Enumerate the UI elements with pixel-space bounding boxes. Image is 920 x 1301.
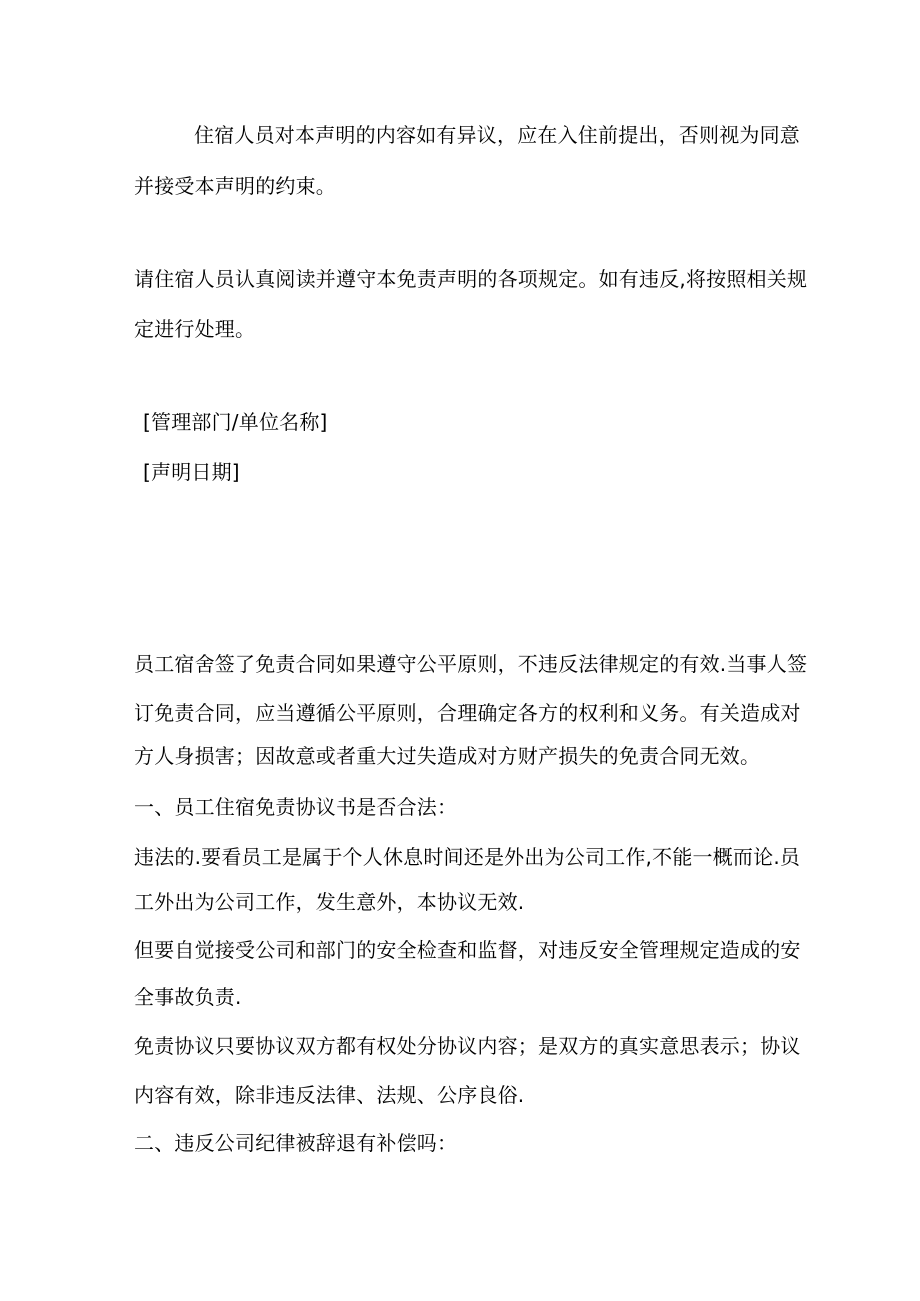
article-intro-line-3: 方人身损害；因故意或者重大过失造成对方财产损失的免责合同无效。 [134, 744, 761, 768]
section1-line-2: 工外出为公司工作，发生意外，本协议无效. [134, 890, 525, 914]
signature-department: [管理部门/单位名称] [143, 410, 328, 434]
article-intro-line-2: 订免责合同，应当遵循公平原则，合理确定各方的权利和义务。有关造成对 [134, 701, 801, 725]
paragraph-comply-line-1: 请住宿人员认真阅读并遵守本免责声明的各项规定。如有违反,将按照相关规 [134, 267, 808, 291]
section1-line-4: 全事故负责. [134, 985, 242, 1009]
paragraph-objection-line-2: 并接受本声明的约束。 [134, 174, 336, 198]
paragraph-objection-line-1: 住宿人员对本声明的内容如有异议，应在入住前提出，否则视为同意 [194, 123, 800, 147]
section1-line-6: 内容有效，除非违反法律、法规、公序良俗. [134, 1083, 525, 1107]
paragraph-comply-line-2: 定进行处理。 [134, 317, 256, 341]
signature-date: [声明日期] [143, 460, 240, 484]
section1-line-1: 违法的.要看员工是属于个人休息时间还是外出为公司工作,不能一概而论.员 [134, 845, 801, 869]
article-intro-line-1: 员工宿舍签了免责合同如果遵守公平原则，不违反法律规定的有效.当事人签 [134, 652, 808, 676]
section1-line-5: 免责协议只要协议双方都有权处分协议内容；是双方的真实意思表示；协议 [134, 1034, 801, 1058]
section1-line-3: 但要自觉接受公司和部门的安全检查和监督，对违反安全管理规定造成的安 [134, 938, 801, 962]
section-heading-2: 二、违反公司纪律被辞退有补偿吗： [134, 1131, 458, 1155]
section-heading-1: 一、员工住宿免责协议书是否合法： [134, 795, 458, 819]
